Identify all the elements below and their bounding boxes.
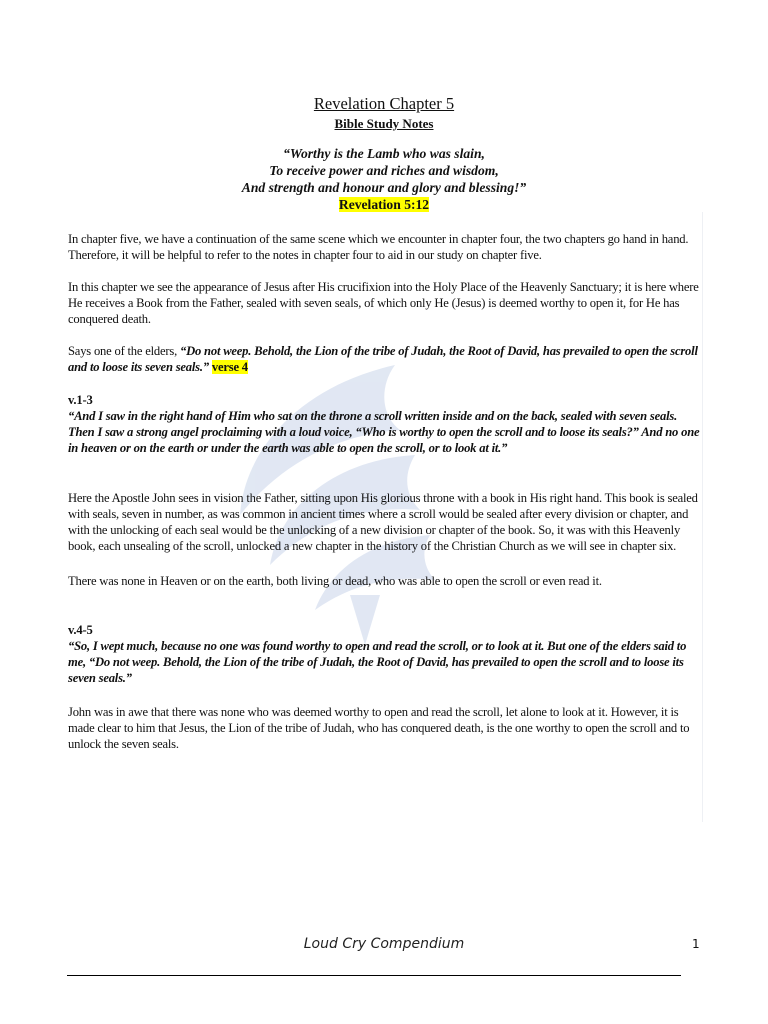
footer-divider xyxy=(67,975,681,976)
scripture-quote-v1-3: “And I saw in the right hand of Him who sat on the throne a scroll written inside and on the back, sealed with seven seals. Then I saw a strong angel proclaiming with a loud voice, “Who is worthy to open the scroll and to loose its seals?” And no one in heaven or on the earth or under the earth was able to open the scroll, or to look at it.” xyxy=(68,409,700,455)
footer-title: Loud Cry Compendium xyxy=(303,936,465,952)
elders-quote: “Do not weep. Behold, the Lion of the tribe of Judah, the Root of David, has prevailed to open the scroll and to loose its seven seals.” xyxy=(68,344,698,374)
paragraph-commentary-v4-5: John was in awe that there was none who was deemed worthy to open and read the scroll, let alone to look at it. However, it is made clear to him that Jesus, the Lion of the tribe of Judah, who has conquered death, is the one worthy to open the scroll and to unlock the seven seals. xyxy=(68,705,690,751)
quote-line: And strength and honour and glory and blessing!” xyxy=(241,180,527,195)
quote-reference: Revelation 5:12 xyxy=(338,197,430,212)
paragraph-intro-1: In chapter five, we have a continuation of the same scene which we encounter in chapter four, the two chapters go hand in hand. Therefore, it will be helpful to refer to the notes in chapter four to aid in our study on chapter five. xyxy=(68,232,689,262)
paragraph-commentary-v1-3b: There was none in Heaven or on the earth, both living or dead, who was able to open the scroll or even read it. xyxy=(68,574,602,588)
paragraph-elders xyxy=(68,343,704,375)
paragraph-intro-2: In this chapter we see the appearance of Jesus after His crucifixion into the Holy Place of the Heavenly Sanctuary; it is here where He receives a Book from the Father, sealed with seven seals, of which only He (Jesus) is deemed worthy to open it, for He has conquered death. xyxy=(68,280,699,326)
quote-line: To receive power and riches and wisdom, xyxy=(269,163,499,178)
section-heading-v1-3: v.1-3 xyxy=(68,393,93,407)
quote-line: “Worthy is the Lamb who was slain, xyxy=(283,146,485,161)
elders-reference: verse 4 xyxy=(211,360,248,374)
scripture-quote-v4-5: “So, I wept much, because no one was found worthy to open and read the scroll, or to look at it. But one of the elders said to me, “Do not weep. Behold, the Lion of the tribe of Judah, the Root of David, has prevailed to open the scroll and to loose its seven seals.” xyxy=(68,639,687,685)
page-subtitle: Bible Study Notes xyxy=(334,116,434,131)
section-heading-v4-5: v.4-5 xyxy=(68,623,93,637)
page-number: 1 xyxy=(692,937,700,951)
epigraph-quote xyxy=(0,145,768,213)
page-title: Revelation Chapter 5 xyxy=(313,94,455,113)
elders-lead-text: Says one of the elders, xyxy=(68,344,181,358)
paragraph-commentary-v1-3: Here the Apostle John sees in vision the Father, sitting upon His glorious throne with a book in His right hand. This book is sealed with seals, seven in number, as was common in ancient times where a scroll would be sealed after every division or chapter, and with the unlocking of each seal would be the unlocking of a new division or chapter of the book. So, it was with this Heavenly book, each unsealing of the scroll, unlocked a new chapter in the history of the Christian Church as we will see in chapter six. xyxy=(68,491,698,553)
